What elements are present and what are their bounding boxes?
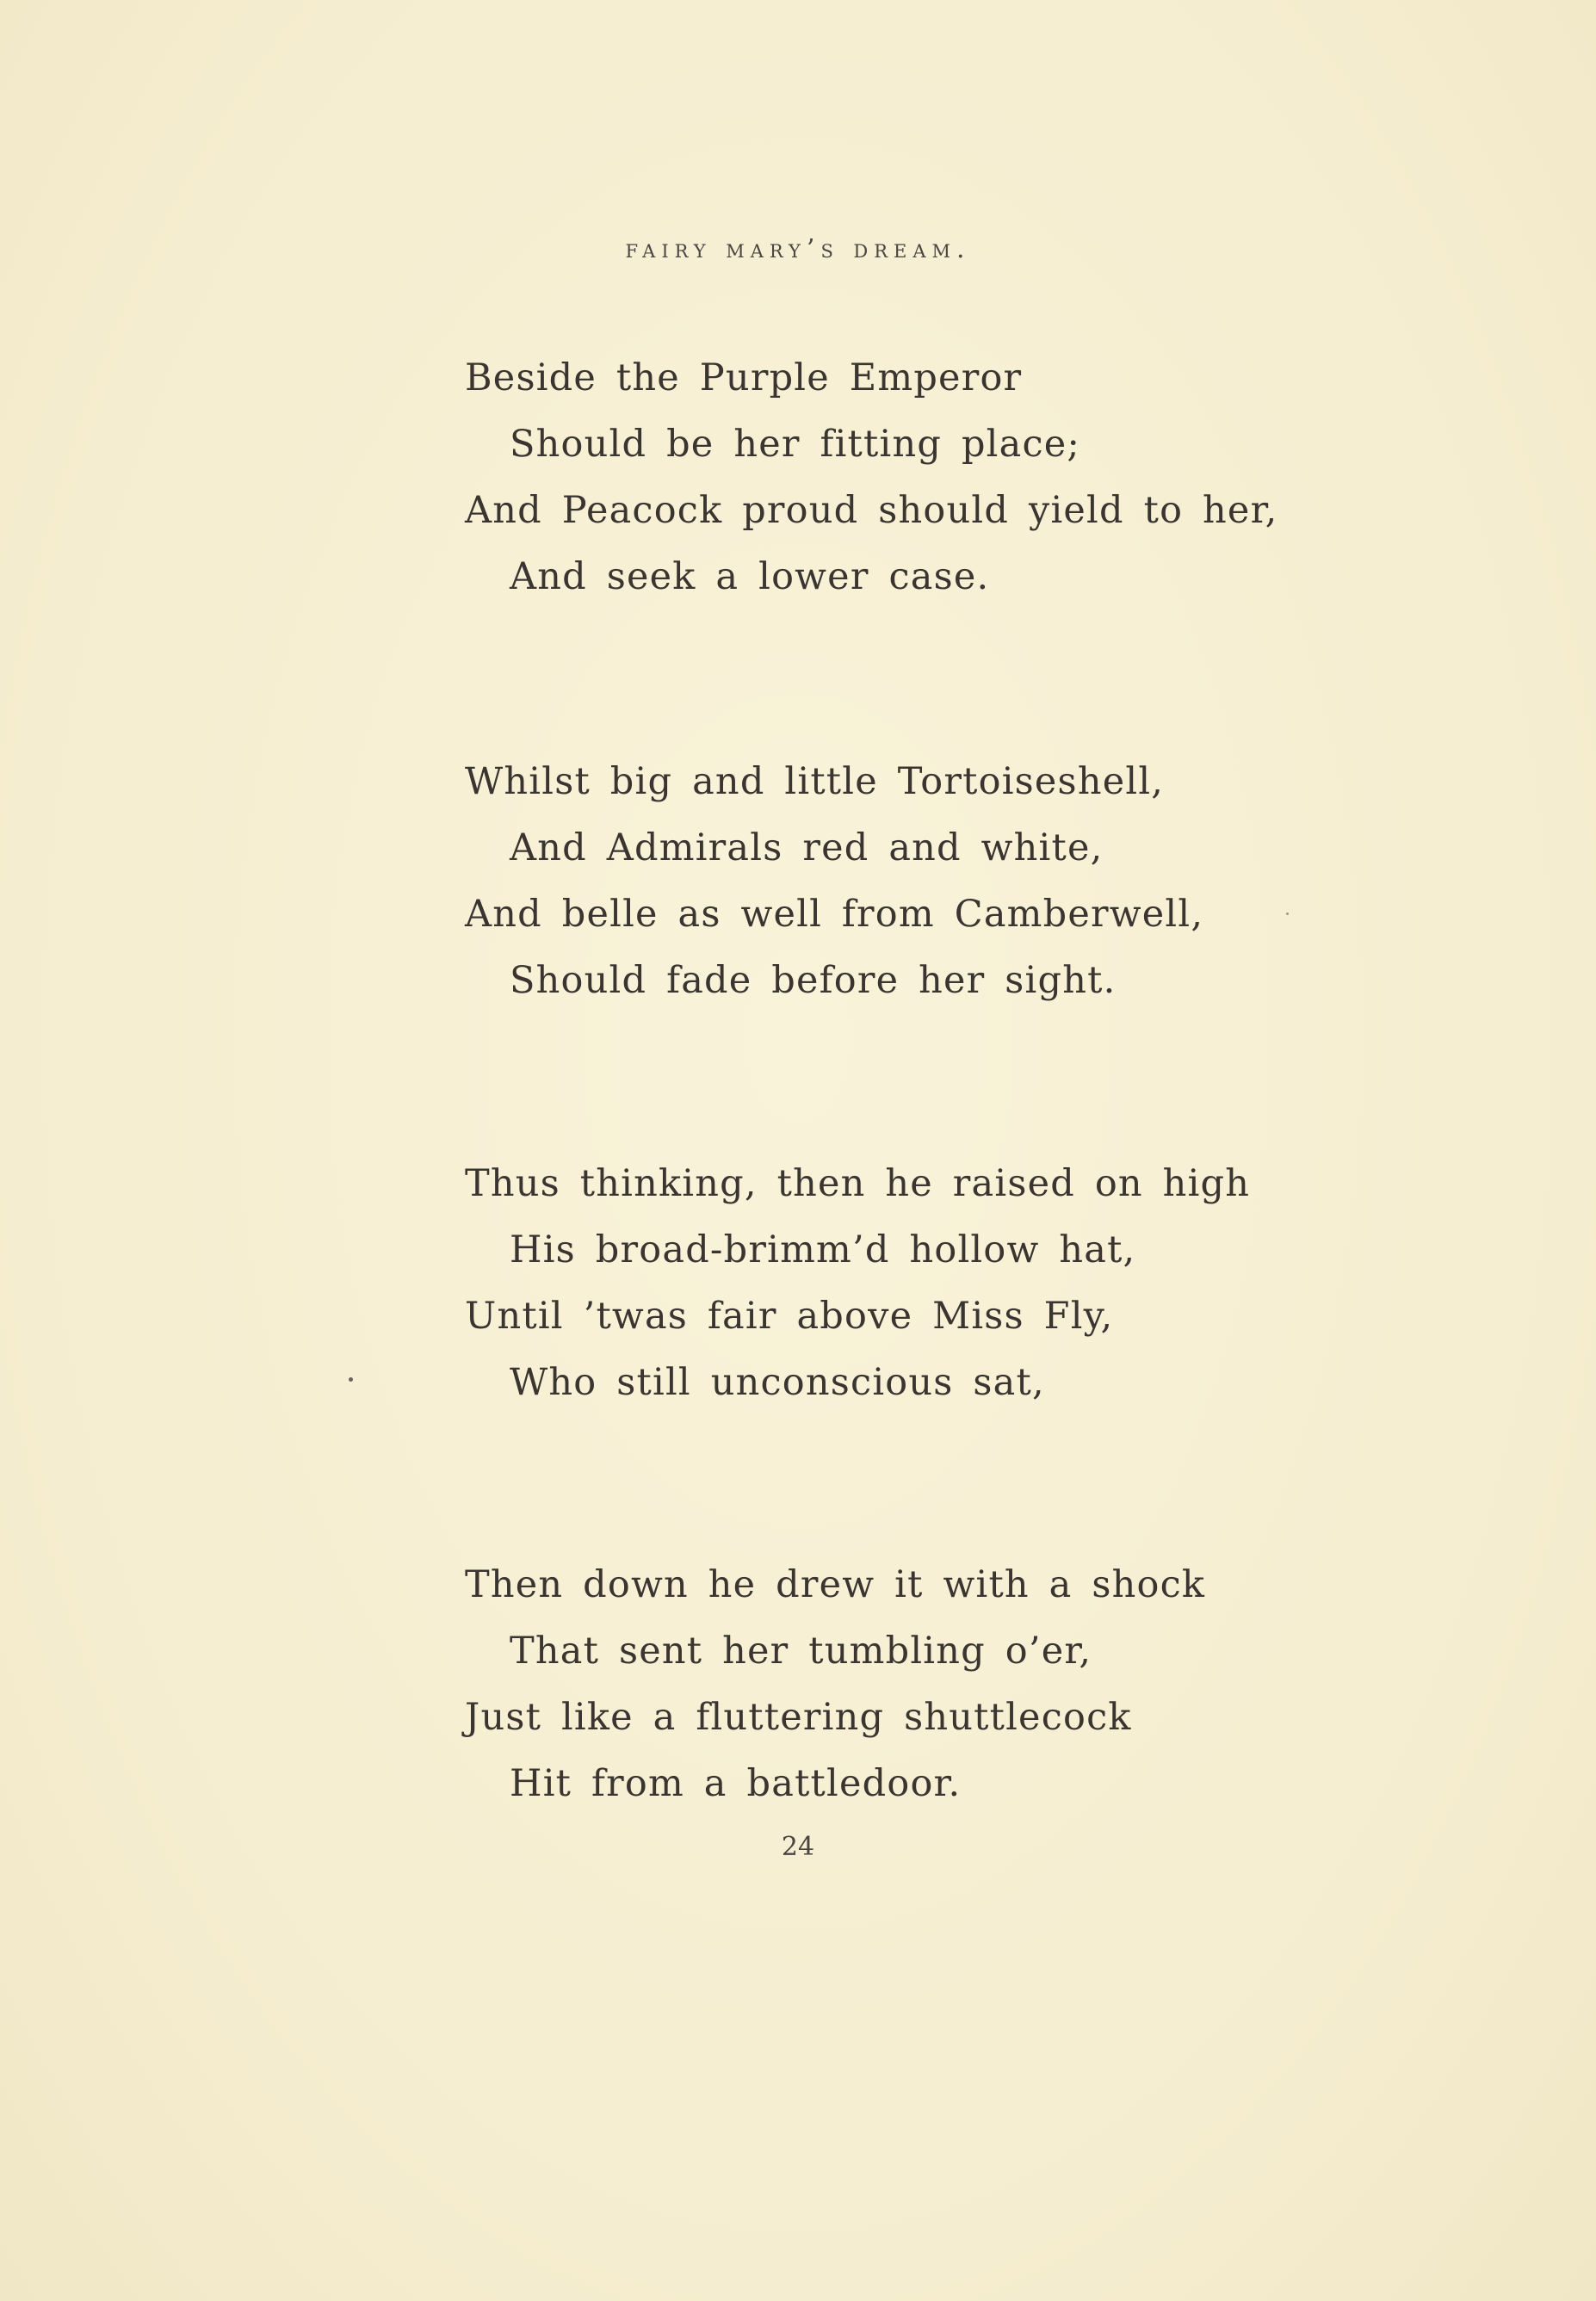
verse-line: That sent her tumbling o’er, — [510, 1630, 1092, 1673]
stanza-4 — [465, 1552, 1369, 1817]
running-head: fairy mary’s dream. — [625, 234, 971, 264]
verse-line: Hit from a battledoor. — [510, 1762, 962, 1805]
page-number: 24 — [781, 1832, 815, 1862]
verse-line: And Peacock proud should yield to her, — [465, 489, 1278, 532]
verse-line: Beside the Purple Emperor — [465, 356, 1023, 399]
stanza-3 — [465, 1151, 1369, 1416]
verse-line: Who still unconscious sat, — [510, 1361, 1045, 1404]
verse-line: Should be her fitting place; — [510, 423, 1081, 466]
verse-line: Thus thinking, then he raised on high — [465, 1162, 1251, 1205]
verse-line: Until ’twas fair above Miss Fly, — [465, 1295, 1114, 1338]
verse-line: Should fade before her sight. — [510, 959, 1117, 1002]
ink-speck — [349, 1377, 353, 1382]
verse-line: Then down he drew it with a shock — [465, 1563, 1206, 1606]
stanza-1 — [465, 345, 1369, 610]
verse-line: And Admirals red and white, — [510, 826, 1104, 869]
verse-line: Whilst big and little Tortoiseshell, — [465, 760, 1165, 803]
verse-line: And seek a lower case. — [510, 555, 990, 598]
verse-line: Just like a fluttering shuttlecock — [465, 1696, 1132, 1739]
stanza-2 — [465, 749, 1369, 1014]
verse-line: His broad-brimm’d hollow hat, — [510, 1228, 1136, 1271]
ink-speck — [1286, 912, 1289, 915]
verse-line: And belle as well from Camberwell, — [465, 893, 1204, 936]
